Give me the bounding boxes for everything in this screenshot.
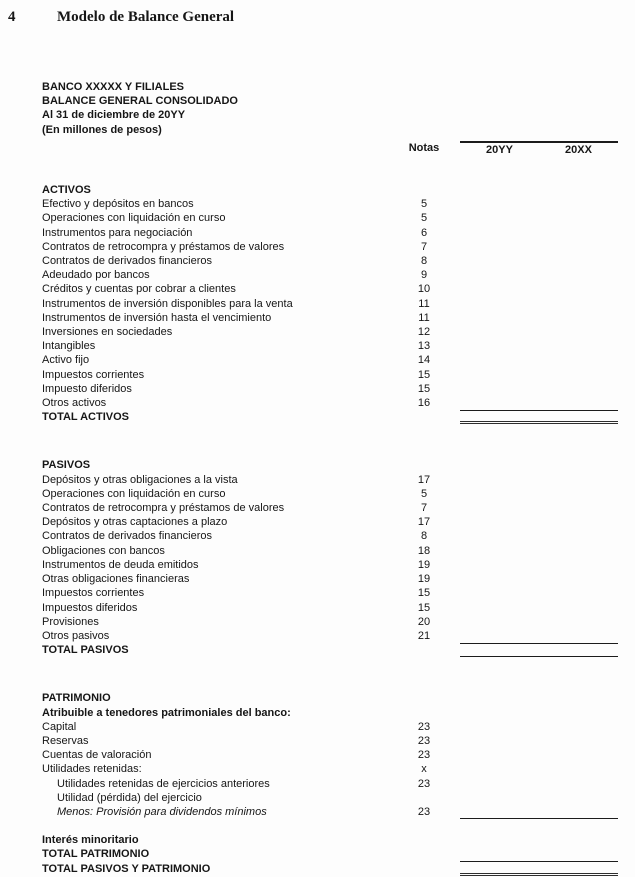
row-nota: 19 xyxy=(417,573,431,586)
statement-row xyxy=(42,791,618,805)
amount-20xx xyxy=(539,487,618,501)
row-nota: 6 xyxy=(420,226,428,239)
row-label: Efectivo y depósitos en bancos xyxy=(42,198,194,211)
statement-row xyxy=(42,544,618,558)
row-nota: 7 xyxy=(420,240,428,253)
amount-20yy xyxy=(460,529,539,543)
amount-20yy xyxy=(460,297,539,311)
amount-20xx xyxy=(539,586,618,600)
row-nota xyxy=(396,706,452,720)
amount-20yy xyxy=(460,197,539,211)
statement-date: Al 31 de diciembre de 20YY xyxy=(42,109,186,122)
row-amounts xyxy=(460,734,618,748)
statement-row xyxy=(42,777,618,791)
amount-20yy xyxy=(460,325,539,339)
statement-row xyxy=(42,805,618,819)
row-nota: 20 xyxy=(417,615,431,628)
row-label: Atribuible a tenedores patrimoniales del banco: xyxy=(42,706,291,719)
row-amounts xyxy=(460,487,618,501)
amount-20xx xyxy=(539,382,618,396)
row-nota: 5 xyxy=(420,198,428,211)
statement-row xyxy=(42,572,618,586)
amount-20yy xyxy=(460,268,539,282)
row-amounts xyxy=(460,643,618,657)
row-label: Instrumentos para negociación xyxy=(42,226,193,239)
row-nota: 19 xyxy=(417,558,431,571)
row-amounts xyxy=(460,572,618,586)
column-header-spacer xyxy=(42,141,396,157)
row-amounts xyxy=(460,791,618,805)
statement-row xyxy=(42,629,618,643)
row-nota: 17 xyxy=(417,473,431,486)
section-activos xyxy=(42,183,618,424)
row-nota: 12 xyxy=(417,326,431,339)
amount-20yy xyxy=(460,805,539,818)
row-amounts xyxy=(460,515,618,529)
row-label: TOTAL PASIVOS Y PATRIMONIO xyxy=(42,862,211,875)
row-nota: 13 xyxy=(417,340,431,353)
row-amounts xyxy=(460,601,618,615)
section-heading-patrimonio: PATRIMONIO xyxy=(42,692,111,705)
statement-row xyxy=(42,762,618,776)
row-amounts xyxy=(460,268,618,282)
amount-20yy xyxy=(460,748,539,762)
row-nota: 11 xyxy=(418,311,430,324)
row-amounts xyxy=(460,282,618,296)
row-amounts xyxy=(460,748,618,762)
balance-statement xyxy=(8,80,618,876)
row-label: Contratos de derivados financieros xyxy=(42,530,212,543)
row-label: Instrumentos de inversión hasta el vencimiento xyxy=(42,311,272,324)
row-nota: 8 xyxy=(420,530,428,543)
statement-row xyxy=(42,297,618,311)
row-nota: 23 xyxy=(417,720,431,733)
amount-20yy xyxy=(460,396,539,410)
amount-20xx xyxy=(539,615,618,629)
row-nota: 8 xyxy=(420,255,428,268)
amount-20yy xyxy=(460,254,539,268)
amount-20xx xyxy=(539,282,618,296)
section-heading-nota xyxy=(396,183,452,197)
row-nota: 5 xyxy=(420,212,428,225)
amount-20xx xyxy=(539,644,618,656)
row-label: TOTAL ACTIVOS xyxy=(42,411,129,424)
row-label: Contratos de retrocompra y préstamos de valores xyxy=(42,240,285,253)
statement-row xyxy=(42,325,618,339)
amount-20yy xyxy=(460,311,539,325)
amount-20yy xyxy=(460,629,539,643)
page-number: 4 xyxy=(8,9,16,25)
row-nota: 18 xyxy=(417,544,431,557)
amount-20xx xyxy=(539,762,618,776)
amount-20xx xyxy=(539,629,618,643)
row-label: Impuestos diferidos xyxy=(42,601,138,614)
row-label: Impuestos corrientes xyxy=(42,368,145,381)
row-label: Interés minoritario xyxy=(42,834,139,847)
row-label: TOTAL PASIVOS xyxy=(42,644,129,657)
row-nota: 15 xyxy=(417,382,431,395)
section-heading-amounts xyxy=(460,458,618,472)
row-label: Impuesto diferidos xyxy=(42,382,132,395)
amount-20yy xyxy=(460,501,539,515)
row-amounts xyxy=(460,720,618,734)
statement-row xyxy=(42,847,618,861)
row-nota xyxy=(396,410,452,424)
amount-20xx xyxy=(539,339,618,353)
row-label: Instrumentos de deuda emitidos xyxy=(42,558,199,571)
statement-row xyxy=(42,396,618,410)
amount-20xx xyxy=(539,501,618,515)
row-nota: 23 xyxy=(417,734,431,747)
amount-20xx xyxy=(539,601,618,615)
statement-row xyxy=(42,501,618,515)
row-amounts xyxy=(460,240,618,254)
row-nota: 7 xyxy=(420,502,428,515)
row-label: Contratos de derivados financieros xyxy=(42,255,212,268)
amount-20yy xyxy=(460,411,539,421)
row-label: Contratos de retrocompra y préstamos de valores xyxy=(42,502,285,515)
statement-header xyxy=(42,80,618,137)
statement-row xyxy=(42,339,618,353)
amount-20xx xyxy=(539,529,618,543)
statement-row xyxy=(42,268,618,282)
statement-row xyxy=(42,833,618,847)
section-heading-pasivos: PASIVOS xyxy=(42,459,91,472)
row-label: TOTAL PATRIMONIO xyxy=(42,848,150,861)
statement-row xyxy=(42,615,618,629)
row-label: Reservas xyxy=(42,734,89,747)
amount-20yy xyxy=(460,734,539,748)
amount-20xx xyxy=(539,473,618,487)
row-label: Inversiones en sociedades xyxy=(42,326,173,339)
row-amounts xyxy=(460,473,618,487)
amount-20yy xyxy=(460,226,539,240)
row-amounts xyxy=(460,862,618,876)
column-header-20xx: 20XX xyxy=(565,143,592,156)
row-label: Otros pasivos xyxy=(42,629,110,642)
row-label: Utilidades retenidas de ejercicios anteriores xyxy=(57,777,270,790)
amount-20yy xyxy=(460,644,539,656)
row-nota: 23 xyxy=(417,777,431,790)
amount-20xx xyxy=(539,197,618,211)
statement-row xyxy=(42,211,618,225)
row-nota: 17 xyxy=(417,516,431,529)
amount-20xx xyxy=(539,572,618,586)
row-label: Utilidad (pérdida) del ejercicio xyxy=(57,791,202,804)
amount-20yy xyxy=(460,382,539,396)
section-heading-amounts xyxy=(460,691,618,705)
amount-20yy xyxy=(460,601,539,615)
amount-20xx xyxy=(539,805,618,818)
row-label: Créditos y cuentas por cobrar a clientes xyxy=(42,283,236,296)
amount-20xx xyxy=(539,240,618,254)
row-amounts xyxy=(460,586,618,600)
amount-20xx xyxy=(539,777,618,791)
row-label: Cuentas de valoración xyxy=(42,749,152,762)
row-amounts xyxy=(460,777,618,791)
row-nota: 15 xyxy=(417,368,431,381)
row-nota: x xyxy=(421,763,427,776)
row-label: Menos: Provisión para dividendos mínimos xyxy=(57,805,267,818)
amount-20xx xyxy=(539,325,618,339)
statement-units: (En millones de pesos) xyxy=(42,123,162,136)
row-amounts xyxy=(460,368,618,382)
amount-20yy xyxy=(460,862,539,873)
row-nota: 23 xyxy=(417,749,431,762)
row-amounts xyxy=(460,833,618,847)
statement-row xyxy=(42,586,618,600)
statement-row xyxy=(42,254,618,268)
amount-20yy xyxy=(460,586,539,600)
row-nota xyxy=(396,847,452,861)
statement-row xyxy=(42,515,618,529)
row-label: Depósitos y otras captaciones a plazo xyxy=(42,516,228,529)
amount-20yy xyxy=(460,833,539,847)
amount-20yy xyxy=(460,720,539,734)
row-label: Impuestos corrientes xyxy=(42,587,145,600)
amount-20xx xyxy=(539,411,618,421)
row-amounts xyxy=(460,297,618,311)
amount-20xx xyxy=(539,211,618,225)
row-label: Operaciones con liquidación en curso xyxy=(42,487,226,500)
amount-20yy xyxy=(460,791,539,805)
amount-20xx xyxy=(539,734,618,748)
statement-row xyxy=(42,734,618,748)
section-heading-nota xyxy=(396,691,452,705)
amount-20yy xyxy=(460,487,539,501)
amount-20xx xyxy=(539,558,618,572)
row-amounts xyxy=(460,501,618,515)
statement-row xyxy=(42,240,618,254)
statement-row xyxy=(42,529,618,543)
amount-20yy xyxy=(460,211,539,225)
row-nota: 5 xyxy=(420,487,428,500)
statement-row xyxy=(42,353,618,367)
statement-sections xyxy=(42,183,618,876)
row-amounts xyxy=(460,410,618,424)
section-heading-nota xyxy=(396,458,452,472)
section-heading-row-pasivos xyxy=(42,458,618,472)
column-header-20yy: 20YY xyxy=(486,143,513,156)
amount-20yy xyxy=(460,572,539,586)
row-label: Activo fijo xyxy=(42,354,90,367)
amount-20xx xyxy=(539,311,618,325)
amount-20xx xyxy=(539,544,618,558)
row-amounts xyxy=(460,805,618,819)
row-nota: 15 xyxy=(417,587,431,600)
amount-20xx xyxy=(539,254,618,268)
row-nota xyxy=(396,833,452,847)
row-nota: 21 xyxy=(417,629,431,642)
column-header-years xyxy=(460,141,618,157)
amount-20yy xyxy=(460,282,539,296)
column-header-notas: Notas xyxy=(408,141,440,154)
amount-20yy xyxy=(460,777,539,791)
statement-row xyxy=(42,368,618,382)
amount-20yy xyxy=(460,473,539,487)
row-label: Operaciones con liquidación en curso xyxy=(42,212,226,225)
statement-row xyxy=(42,197,618,211)
row-label: Obligaciones con bancos xyxy=(42,544,165,557)
row-amounts xyxy=(460,311,618,325)
statement-row xyxy=(42,643,618,657)
amount-20xx xyxy=(539,862,618,873)
statement-row xyxy=(42,748,618,762)
amount-20yy xyxy=(460,615,539,629)
row-amounts xyxy=(460,847,618,861)
amount-20xx xyxy=(539,396,618,410)
statement-title: BALANCE GENERAL CONSOLIDADO xyxy=(42,95,238,108)
amount-20yy xyxy=(460,339,539,353)
statement-row xyxy=(42,410,618,424)
row-label: Otras obligaciones financieras xyxy=(42,573,190,586)
statement-row xyxy=(42,226,618,240)
amount-20xx xyxy=(539,833,618,847)
amount-20xx xyxy=(539,706,618,720)
row-amounts xyxy=(460,762,618,776)
row-label: Capital xyxy=(42,720,77,733)
section-heading-row-patrimonio xyxy=(42,691,618,705)
amount-20yy xyxy=(460,368,539,382)
row-amounts xyxy=(460,353,618,367)
row-label: Utilidades retenidas: xyxy=(42,763,142,776)
row-amounts xyxy=(460,254,618,268)
amount-20xx xyxy=(539,226,618,240)
row-nota: 10 xyxy=(417,283,431,296)
bank-name: BANCO XXXXX Y FILIALES xyxy=(42,81,185,93)
statement-row xyxy=(42,720,618,734)
row-amounts xyxy=(460,544,618,558)
row-amounts xyxy=(460,558,618,572)
statement-row xyxy=(42,706,618,720)
statement-row xyxy=(42,601,618,615)
statement-row xyxy=(42,487,618,501)
row-label: Instrumentos de inversión disponibles para la venta xyxy=(42,297,293,310)
statement-row xyxy=(42,473,618,487)
amount-20yy xyxy=(460,762,539,776)
page-title: Modelo de Balance General xyxy=(57,9,235,25)
row-label: Intangibles xyxy=(42,340,96,353)
amount-20yy xyxy=(460,240,539,254)
section-patrimonio xyxy=(42,691,618,875)
row-amounts xyxy=(460,211,618,225)
amount-20xx xyxy=(539,368,618,382)
row-amounts xyxy=(460,629,618,643)
amount-20yy xyxy=(460,353,539,367)
page-header xyxy=(8,8,618,26)
amount-20yy xyxy=(460,558,539,572)
row-nota: 15 xyxy=(417,601,431,614)
amount-20xx xyxy=(539,353,618,367)
section-pasivos xyxy=(42,458,618,657)
row-amounts xyxy=(460,339,618,353)
amount-20yy xyxy=(460,706,539,720)
amount-20yy xyxy=(460,515,539,529)
row-amounts xyxy=(460,529,618,543)
section-heading-row-activos xyxy=(42,183,618,197)
section-heading-activos: ACTIVOS xyxy=(42,184,91,197)
statement-row xyxy=(42,382,618,396)
row-nota: 9 xyxy=(420,269,428,282)
row-label: Adeudado por bancos xyxy=(42,269,150,282)
row-nota: 23 xyxy=(417,805,431,818)
row-nota: 16 xyxy=(417,397,431,410)
row-amounts xyxy=(460,382,618,396)
row-nota: 14 xyxy=(417,354,431,367)
row-label: Provisiones xyxy=(42,615,99,628)
row-nota xyxy=(396,791,452,805)
statement-row xyxy=(42,862,618,876)
statement-row xyxy=(42,282,618,296)
row-label: Otros activos xyxy=(42,397,107,410)
amount-20xx xyxy=(539,720,618,734)
section-heading-amounts xyxy=(460,183,618,197)
row-nota xyxy=(396,862,452,876)
row-amounts xyxy=(460,226,618,240)
row-amounts xyxy=(460,197,618,211)
amount-20xx xyxy=(539,268,618,282)
row-label: Depósitos y otras obligaciones a la vista xyxy=(42,473,238,486)
row-amounts xyxy=(460,706,618,720)
amount-20yy xyxy=(460,847,539,860)
amount-20xx xyxy=(539,748,618,762)
amount-20xx xyxy=(539,515,618,529)
amount-20xx xyxy=(539,297,618,311)
statement-row xyxy=(42,558,618,572)
row-nota xyxy=(396,643,452,657)
row-nota: 11 xyxy=(418,297,430,310)
amount-20xx xyxy=(539,791,618,805)
row-amounts xyxy=(460,325,618,339)
column-header-row xyxy=(42,141,618,157)
amount-20xx xyxy=(539,847,618,860)
row-amounts xyxy=(460,396,618,410)
amount-20yy xyxy=(460,544,539,558)
row-amounts xyxy=(460,615,618,629)
statement-row xyxy=(42,311,618,325)
